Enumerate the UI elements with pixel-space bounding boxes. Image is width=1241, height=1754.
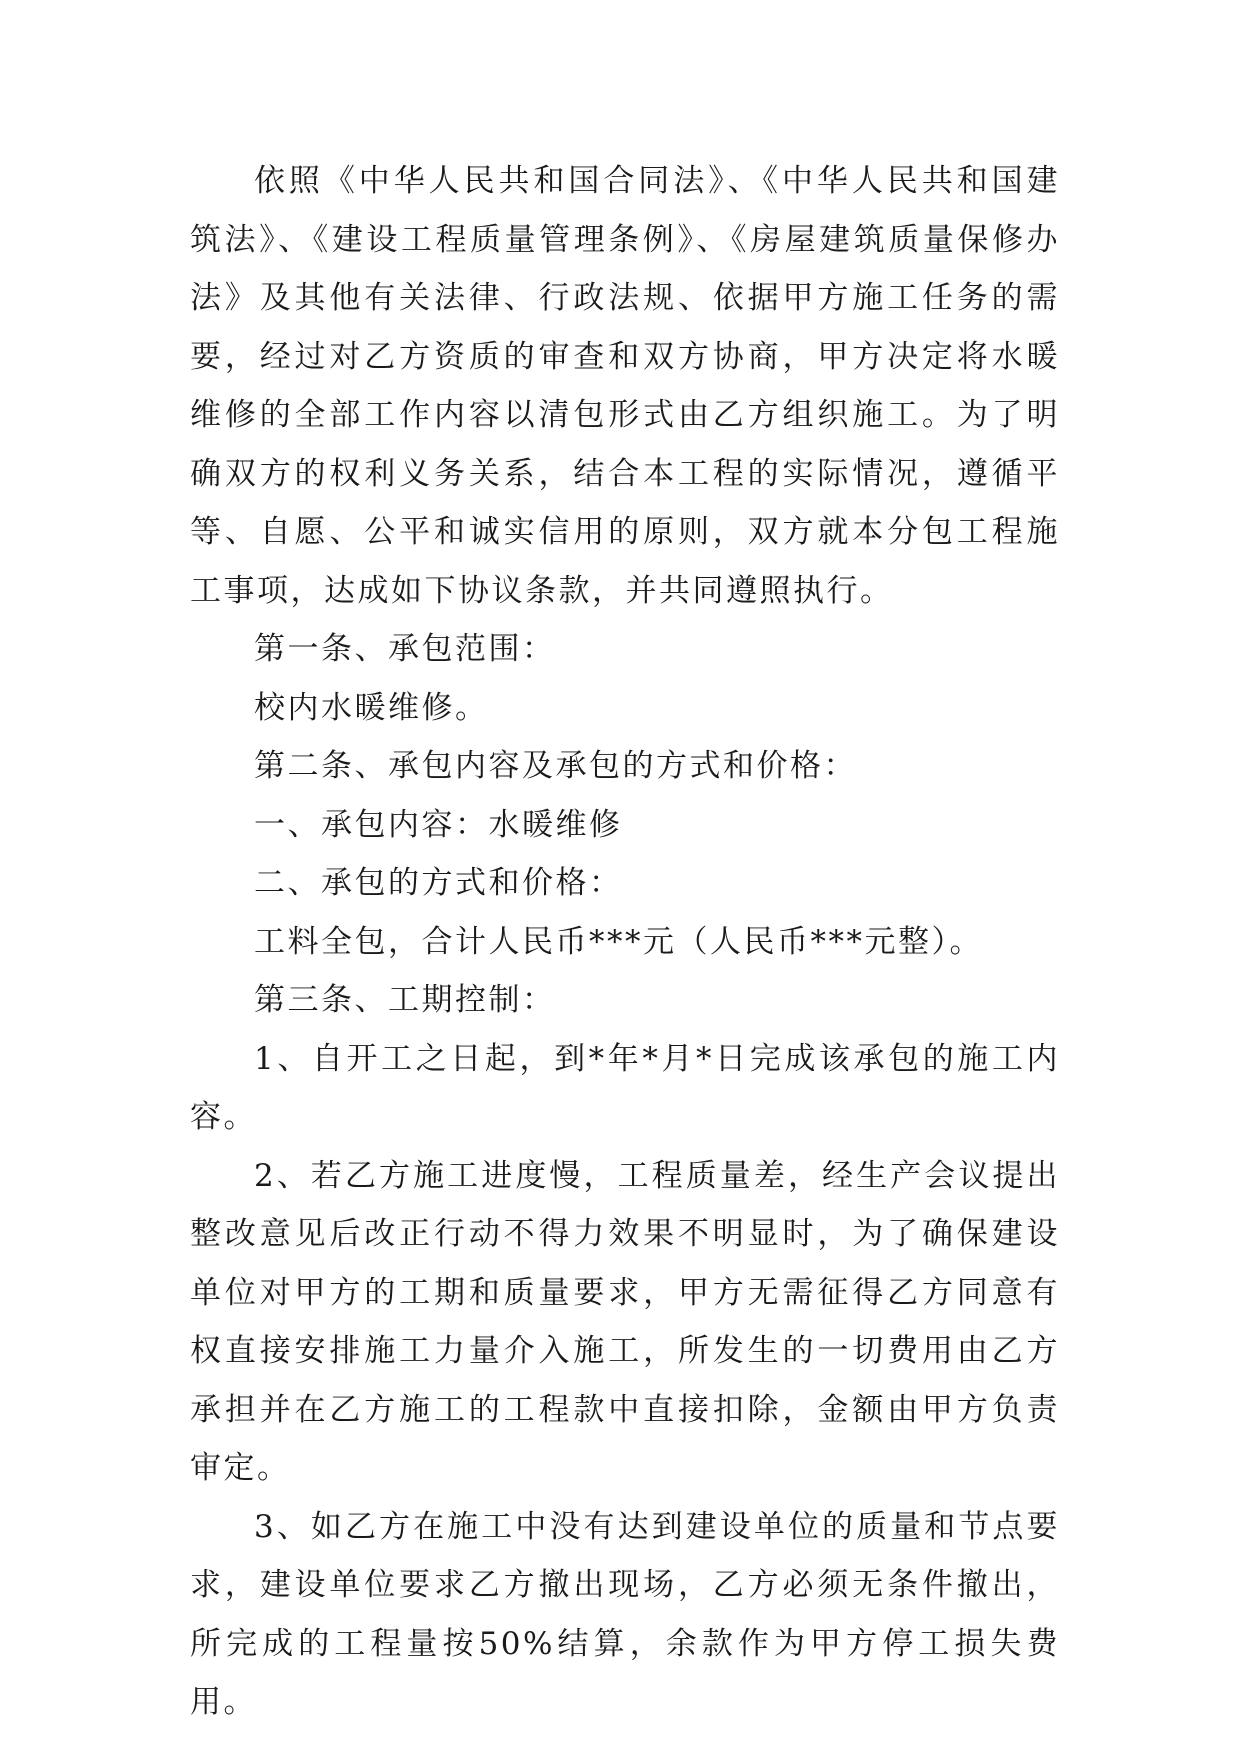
paragraph-clause-1: 1、自开工之日起，到*年*月*日完成该承包的施工内容。 (190, 1040, 1060, 1135)
paragraph-scope: 校内水暖维修。 (254, 689, 489, 726)
paragraph-clause-3: 3、如乙方在施工中没有达到建设单位的质量和节点要求，建设单位要求乙方撤出现场，乙方必须无条件撤出，所完成的工程量按50%结算，余款作为甲方停工损失费用。 (190, 1508, 1060, 1720)
paragraph-article-2-heading: 第二条、承包内容及承包的方式和价格： (254, 748, 857, 784)
paragraph-price: 工料全包，合计人民币***元（人民币***元整）。 (254, 923, 983, 960)
paragraph-preamble: 依照《中华人民共和国合同法》、《中华人民共和国建筑法》、《建设工程质量管理条例》、《房屋建筑质量保修办法》及其他有关法律、行政法规、依据甲方施工任务的需要，经过对乙方资质的审查和双方协商，甲方决定将水暖维修的全部工作内容以清包形式由乙方组织施工。为了明确双方的权利义务关系，结合本工程的实际情况，遵循平等、自愿、公平和诚实信用的原则，双方就本分包工程施工事项，达成如下协议条款，并共同遵照执行。 (190, 163, 1060, 609)
paragraph-article-1-heading: 第一条、承包范围： (254, 631, 556, 667)
document-body (190, 152, 1060, 1732)
paragraph-clause-2: 2、若乙方施工进度慢，工程质量差，经生产会议提出整改意见后改正行动不得力效果不明显时，为了确保建设单位对甲方的工期和质量要求，甲方无需征得乙方同意有权直接安排施工力量介入施工，所发生的一切费用由乙方承担并在乙方施工的工程款中直接扣除，金额由甲方负责审定。 (190, 1157, 1060, 1486)
paragraph-contract-content: 一、承包内容：水暖维修 (254, 806, 623, 843)
paragraph-article-3-heading: 第三条、工期控制： (254, 982, 556, 1018)
paragraph-method-price-heading: 二、承包的方式和价格： (254, 865, 623, 901)
